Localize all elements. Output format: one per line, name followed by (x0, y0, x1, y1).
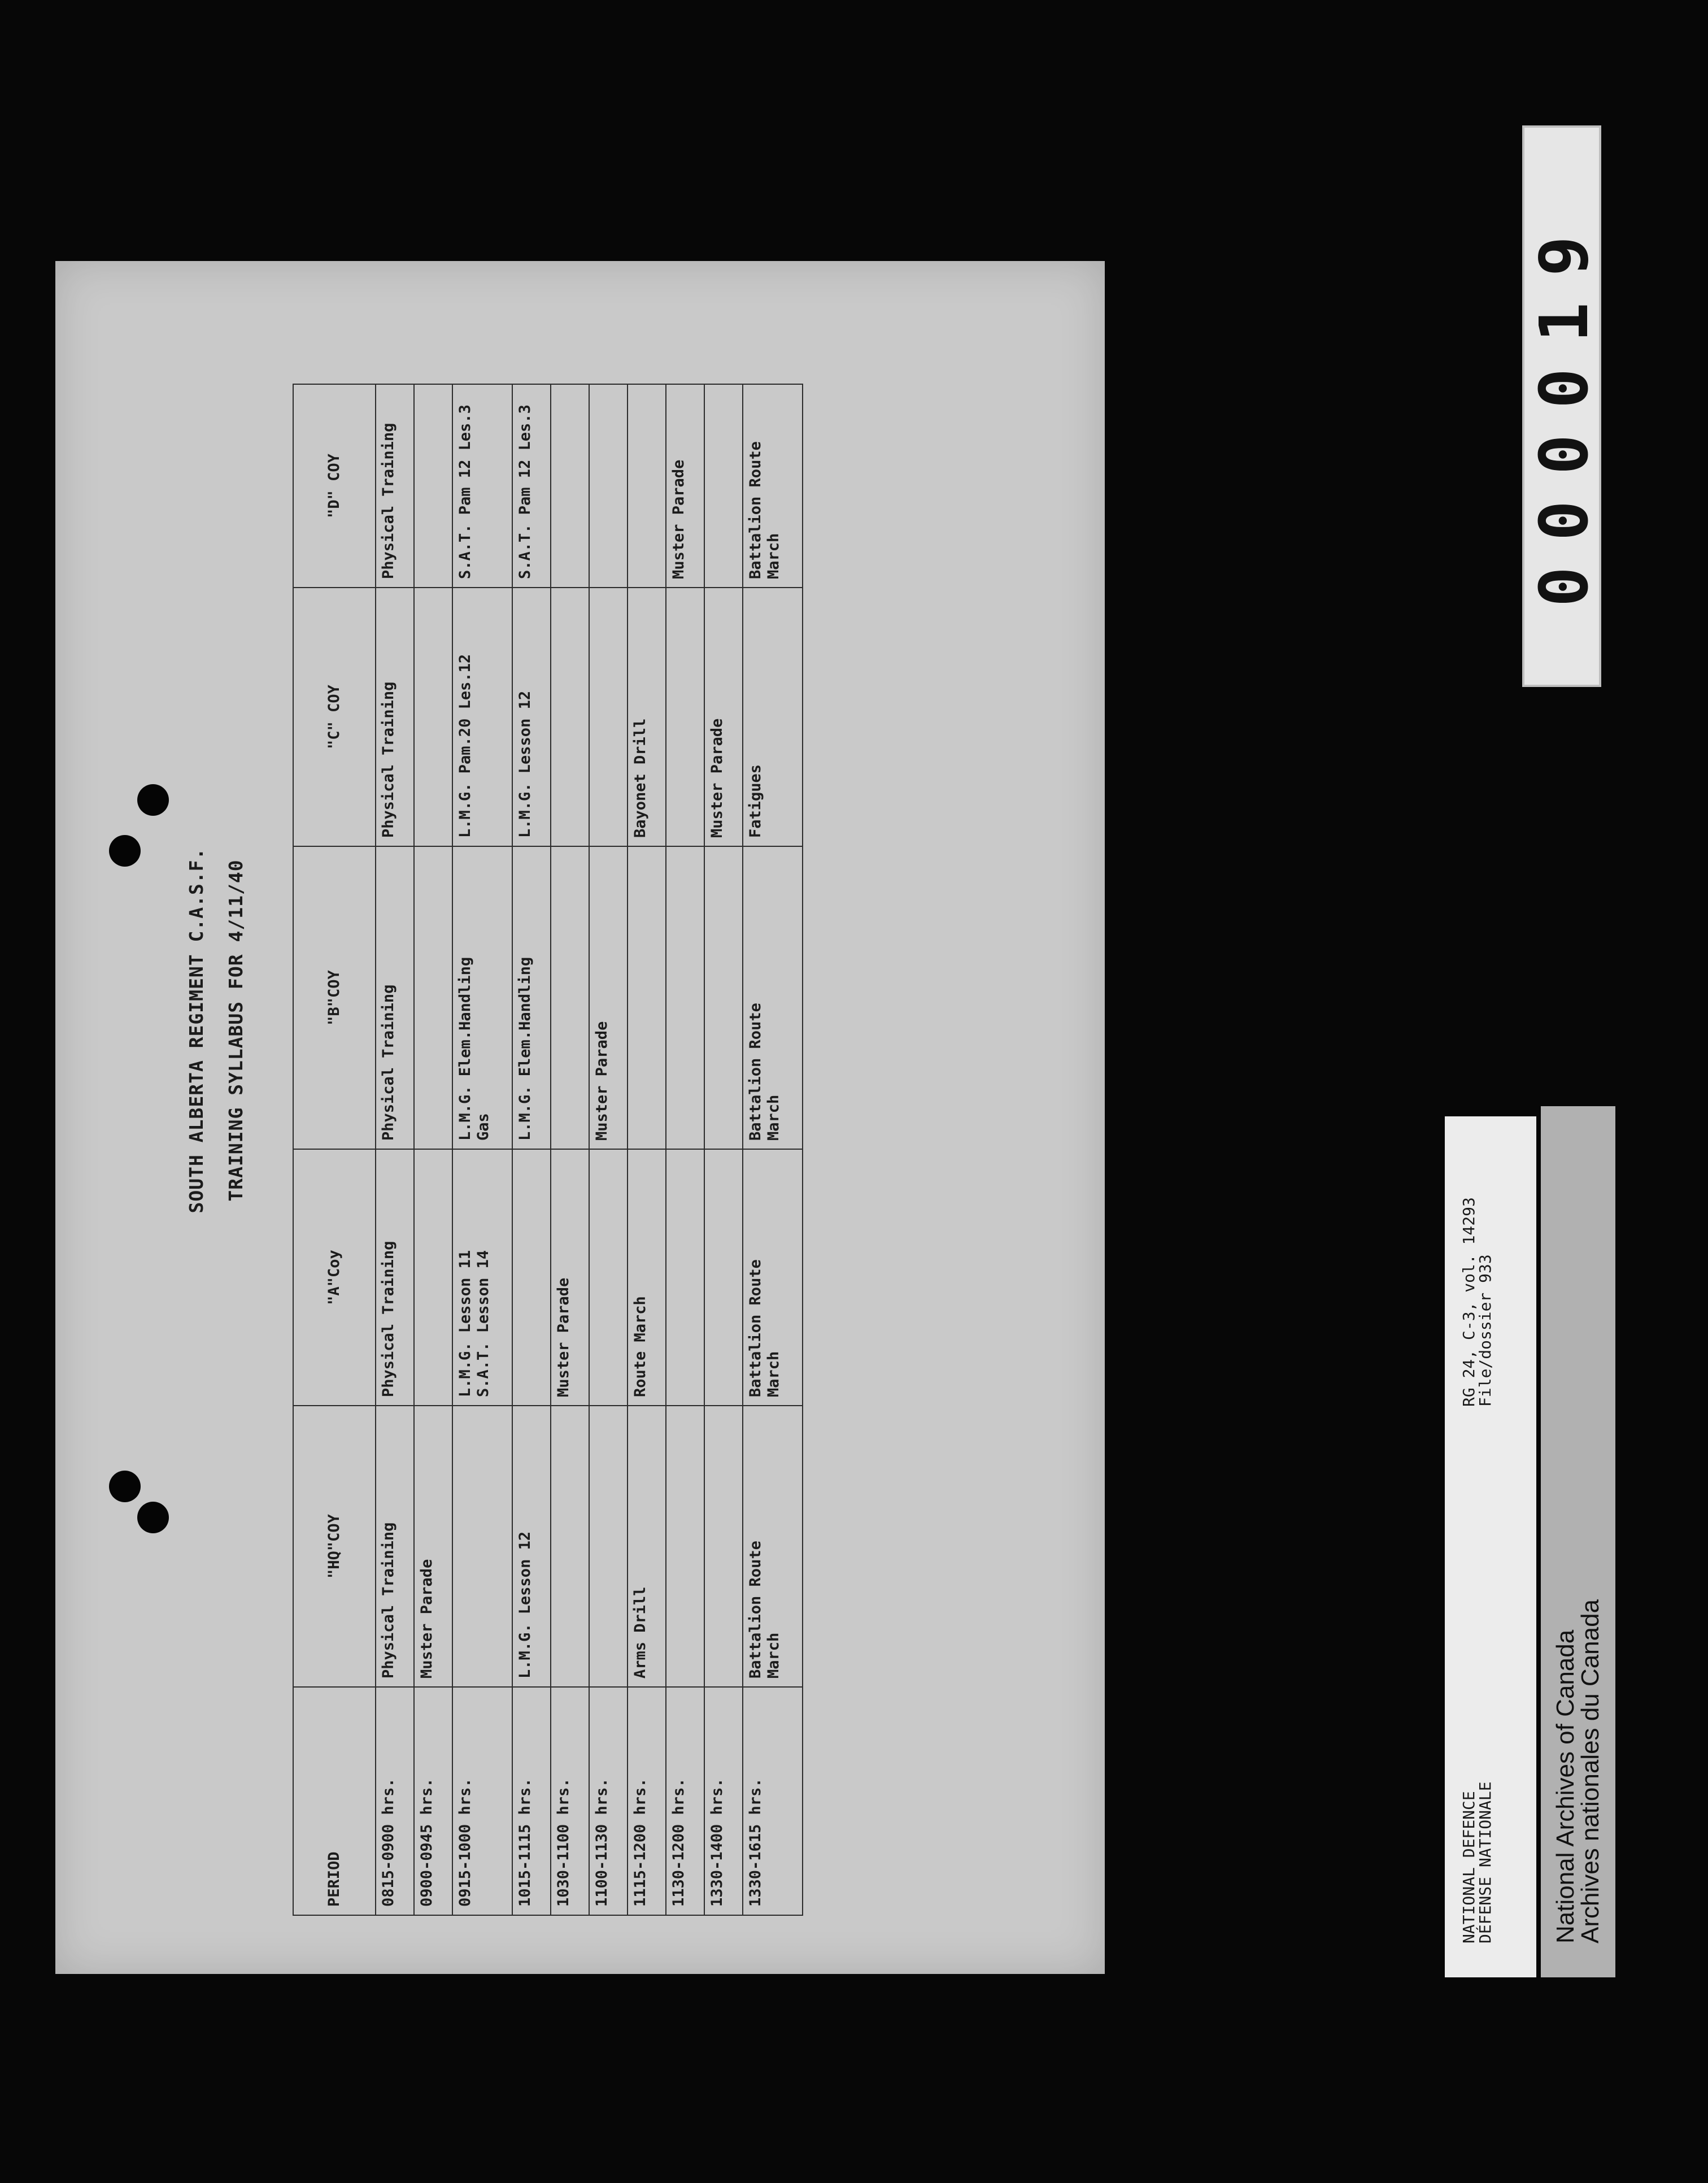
rotated-content (55, 261, 1105, 1974)
archive-name-label (1541, 1106, 1615, 1977)
table-cell (666, 1149, 704, 1406)
column-header: "A"Coy (293, 1149, 376, 1406)
table-row (414, 384, 452, 1915)
training-syllabus-table (293, 384, 803, 1916)
column-header: PERIOD (293, 1687, 376, 1915)
table-row (666, 384, 704, 1915)
table-cell: Physical Training (376, 1149, 414, 1406)
column-header: "B"COY (293, 846, 376, 1149)
table-cell: Muster Parade (666, 384, 704, 588)
table-cell: Muster Parade (414, 1406, 452, 1687)
punch-hole (109, 835, 141, 867)
period-cell: 1330-1615 hrs. (743, 1687, 803, 1915)
column-header: "D" COY (293, 384, 376, 588)
table-cell (704, 846, 743, 1149)
table-cell (628, 384, 666, 588)
table-cell (551, 1406, 589, 1687)
department-text: NATIONAL DEFENCE DÉFENSE NATIONALE (1459, 1781, 1495, 1943)
table-cell: Physical Training (376, 588, 414, 846)
table-cell: Physical Training (376, 846, 414, 1149)
period-cell: 0915-1000 hrs. (452, 1687, 512, 1915)
period-cell: 1330-1400 hrs. (704, 1687, 743, 1915)
table-row (589, 384, 628, 1915)
table-row (376, 384, 414, 1915)
document-title: SOUTH ALBERTA REGIMENT C.A.S.F. (185, 847, 207, 1214)
table-cell: Muster Parade (589, 846, 628, 1149)
period-cell: 1115-1200 hrs. (628, 1687, 666, 1915)
table-row (743, 384, 803, 1915)
table-cell (414, 1149, 452, 1406)
table-cell (704, 1406, 743, 1687)
table-cell: Arms Drill (628, 1406, 666, 1687)
punch-hole (109, 1471, 141, 1502)
period-cell: 1130-1200 hrs. (666, 1687, 704, 1915)
table-cell (666, 846, 704, 1149)
table-cell: Physical Training (376, 384, 414, 588)
column-header: "C" COY (293, 588, 376, 846)
table-cell (589, 384, 628, 588)
period-cell: 1015-1115 hrs. (512, 1687, 551, 1915)
table-cell (589, 1149, 628, 1406)
table-cell (414, 846, 452, 1149)
table-cell (666, 1406, 704, 1687)
table-row (704, 384, 743, 1915)
table-cell: Route March (628, 1149, 666, 1406)
table-cell: Battalion Route March (743, 1149, 803, 1406)
table-row (551, 384, 589, 1915)
table-cell: L.M.G. Elem.Handling Gas (452, 846, 512, 1149)
frame-number-label (1522, 125, 1601, 687)
table-cell: Muster Parade (704, 588, 743, 846)
table-cell (704, 384, 743, 588)
table-row (452, 384, 512, 1915)
table-cell (551, 846, 589, 1149)
punch-hole (137, 784, 169, 816)
archive-name-fr: Archives nationales du Canada (1576, 1599, 1604, 1943)
document-subtitle: TRAINING SYLLABUS FOR 4/11/40 (225, 859, 247, 1202)
archive-name-en: National Archives of Canada (1552, 1629, 1579, 1943)
table-cell (628, 846, 666, 1149)
table-cell (551, 384, 589, 588)
table-cell (414, 384, 452, 588)
period-cell: 0900-0945 hrs. (414, 1687, 452, 1915)
table-cell (704, 1149, 743, 1406)
table-cell (512, 1149, 551, 1406)
table-cell: Battalion Route March (743, 1406, 803, 1687)
table-cell: Physical Training (376, 1406, 414, 1687)
table-cell: S.A.T. Pam 12 Les.3 (452, 384, 512, 588)
reference-text: RG 24, C-3, vol. 14293 File/dossier 933 (1459, 1197, 1495, 1407)
table-header-row (293, 384, 376, 1915)
table-cell (589, 588, 628, 846)
period-cell: 1100-1130 hrs. (589, 1687, 628, 1915)
column-header: "HQ"COY (293, 1406, 376, 1687)
table-cell: L.M.G. Elem.Handling (512, 846, 551, 1149)
table-cell (666, 588, 704, 846)
table-cell (551, 588, 589, 846)
table-row (512, 384, 551, 1915)
table-cell (452, 1406, 512, 1687)
table-cell: L.M.G. Pam.20 Les.12 (452, 588, 512, 846)
period-cell: 1030-1100 hrs. (551, 1687, 589, 1915)
table-cell: Muster Parade (551, 1149, 589, 1406)
document-sheet (55, 261, 1105, 1974)
punch-hole (137, 1502, 169, 1533)
table-row (628, 384, 666, 1915)
table-cell: Fatigues (743, 588, 803, 846)
table-cell (589, 1406, 628, 1687)
table-cell: Battalion Route March (743, 846, 803, 1149)
period-cell: 0815-0900 hrs. (376, 1687, 414, 1915)
table-cell (414, 588, 452, 846)
table-cell: Battalion Route March (743, 384, 803, 588)
archive-reference-label (1445, 1116, 1536, 1977)
table-cell: L.M.G. Lesson 12 (512, 588, 551, 846)
table-cell: L.M.G. Lesson 12 (512, 1406, 551, 1687)
table-cell: S.A.T. Pam 12 Les.3 (512, 384, 551, 588)
table-cell: Bayonet Drill (628, 588, 666, 846)
table-cell: L.M.G. Lesson 11 S.A.T. Lesson 14 (452, 1149, 512, 1406)
frame-number: 000019 (1525, 210, 1603, 607)
